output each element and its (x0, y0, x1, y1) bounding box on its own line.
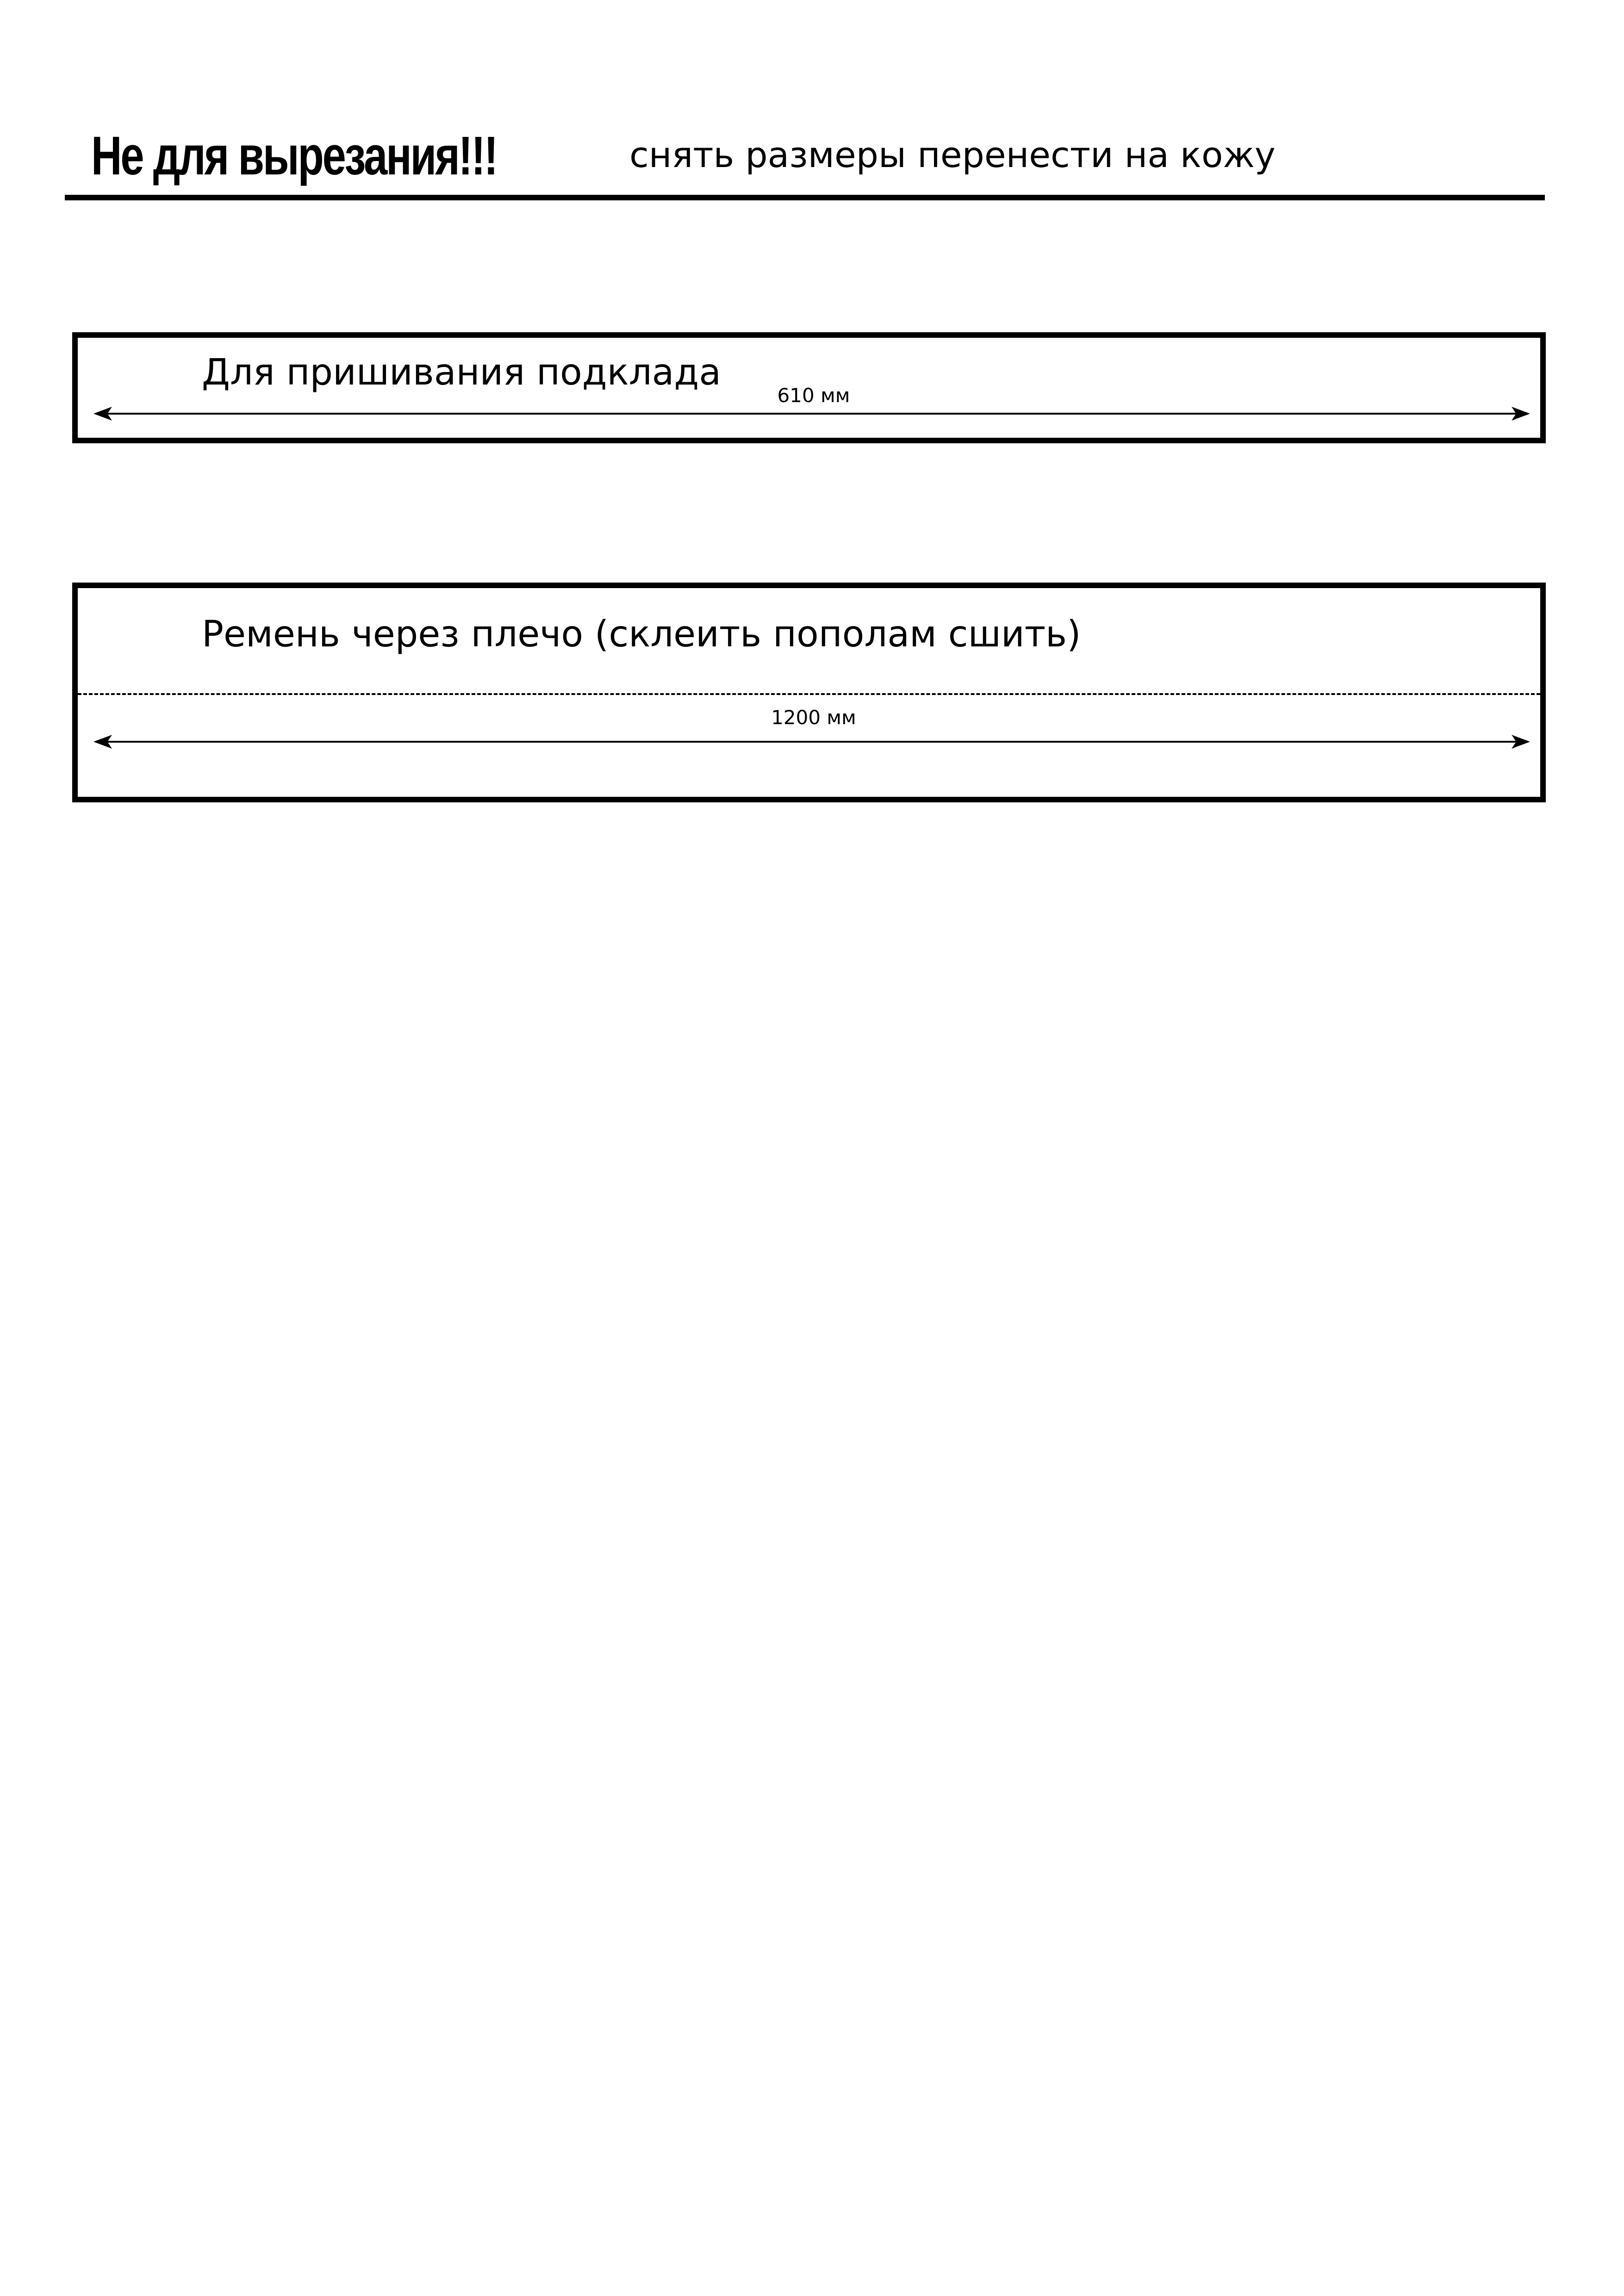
fold-line (78, 693, 1540, 695)
dimension-arrow (93, 404, 1530, 423)
instruction-text: снять размеры перенести на кожу (629, 134, 1276, 175)
warning-title: Не для вырезания!!! (91, 125, 497, 186)
dimension-arrow (93, 732, 1530, 751)
piece-label: Для пришивания подклада (202, 352, 722, 393)
piece-label: Ремень через плечо (склеить пополам сшить) (202, 614, 1081, 655)
header-divider (65, 195, 1545, 200)
dimension-label: 1200 мм (771, 706, 856, 729)
lining-strip-piece (72, 332, 1546, 443)
dimension-label: 610 мм (777, 384, 850, 407)
shoulder-strap-piece (72, 583, 1546, 802)
